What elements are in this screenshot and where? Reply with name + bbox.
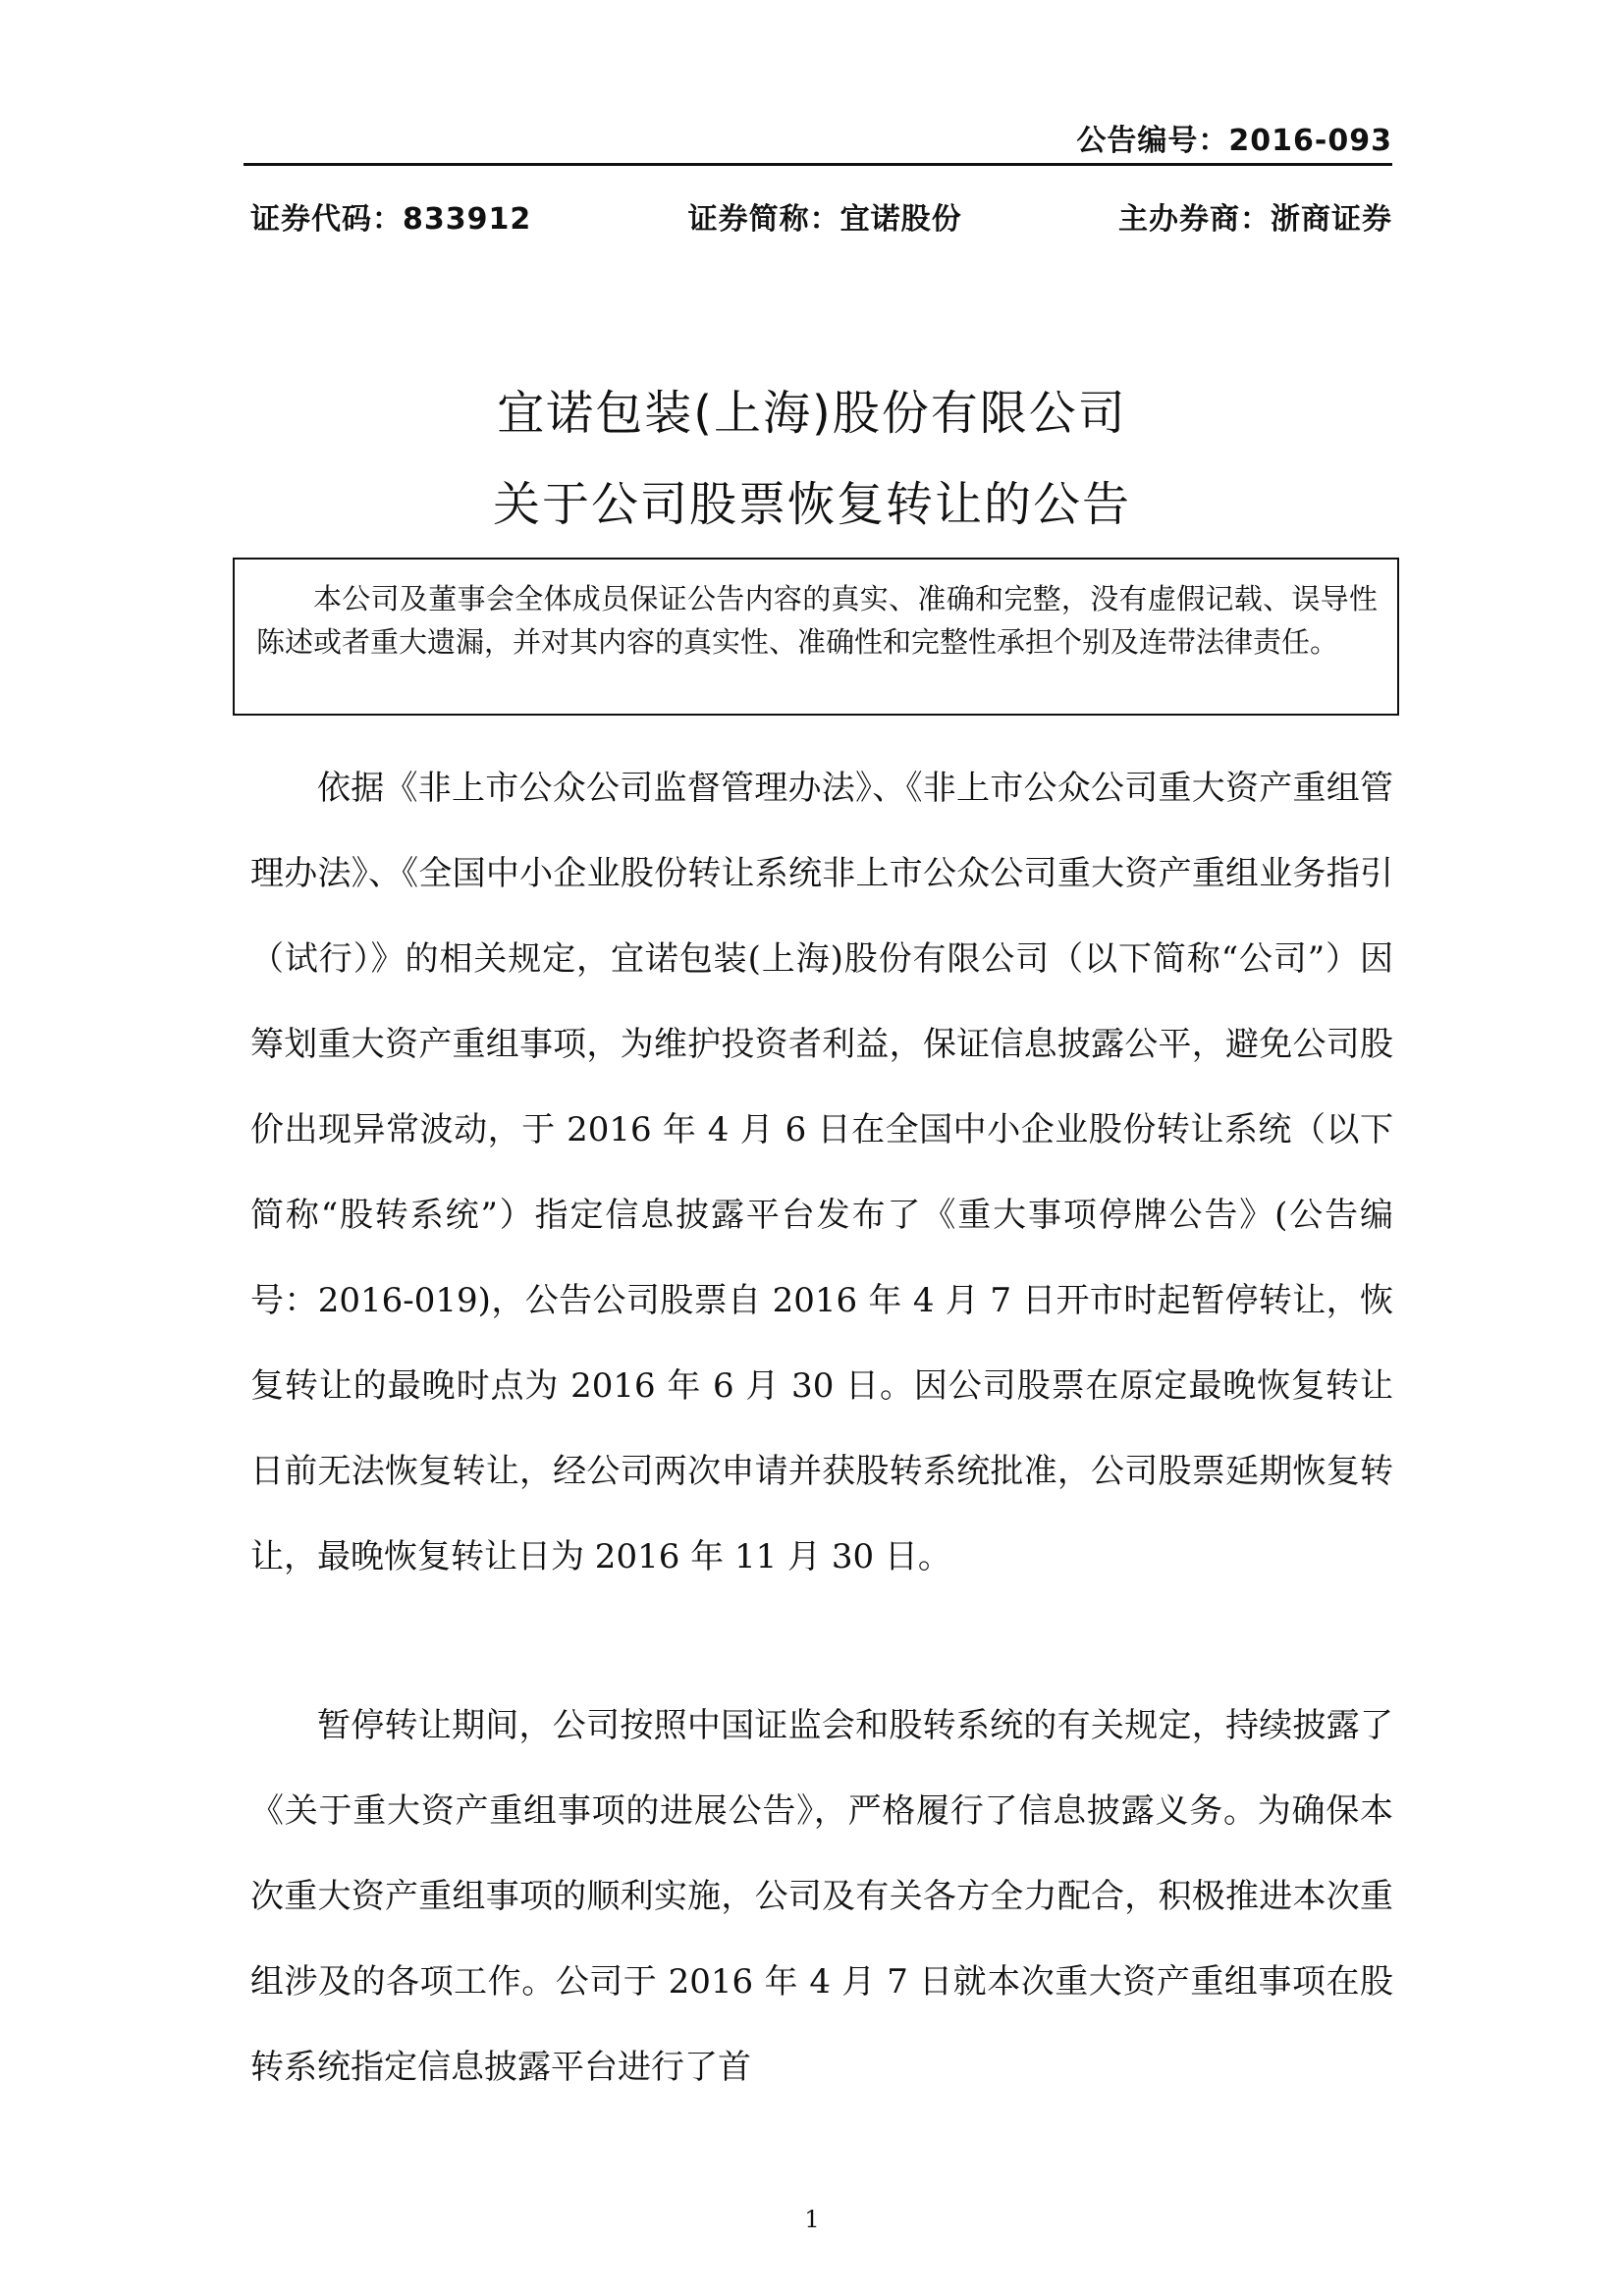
- page-number: 1: [804, 2206, 820, 2233]
- body-paragraph-2-container: [250, 1683, 1393, 2110]
- document-title-line-2: 关于公司股票恢复转让的公告: [492, 477, 1131, 532]
- body-paragraph-2: 暂停转让期间，公司按照中国证监会和股转系统的有关规定，持续披露了《关于重大资产重组事项的进展公告》，严格履行了信息披露义务。为确保本次重大资产重组事项的顺利实施，公司及有关各方全力配合，积极推进本次重组涉及的各项工作。公司于 2016 年 4 月 7 日就本次重大资产重组事项在股转系统指定信息披露平台进行了首: [250, 1706, 1393, 2087]
- disclaimer-box: [233, 558, 1399, 716]
- sponsor-broker: 主办券商：浙商证券: [1118, 202, 1392, 237]
- disclaimer-text: 本公司及董事会全体成员保证公告内容的真实、准确和完整，没有虚假记载、误导性陈述或者重大遗漏，并对其内容的真实性、准确性和完整性承担个别及连带法律责任。: [256, 582, 1378, 659]
- security-info-row: [250, 194, 1392, 238]
- body-paragraph-1: 依据《非上市公众公司监督管理办法》、《非上市公众公司重大资产重组管理办法》、《全国中小企业股份转让系统非上市公众公司重大资产重组业务指引（试行）》的相关规定，宜诺包装(上海)股份有限公司（以下简称“公司”）因筹划重大资产重组事项，为维护投资者利益，保证信息披露公平，避免公司股价出现异常波动，于 2016 年 4 月 6 日在全国中小企业股份转让系统（以下简称“股转系统”）指定信息披露平台发布了《重大事项停牌公告》(公告编号：2016-019)，公告公司股票自 2016 年 4 月 7 日开市时起暂停转让，恢复转让的最晚时点为 2016 年 6 月 30 日。因公司股票在原定最晚恢复转让日前无法恢复转让，经公司两次申请并获股转系统批准，公司股票延期恢复转让，最晚恢复转让日为 2016 年 11 月 30 日。: [250, 769, 1393, 1576]
- security-abbreviation: 证券简称：宜诺股份: [687, 202, 962, 237]
- security-code: 证券代码：833912: [250, 202, 532, 237]
- document-title-line-1: 宜诺包装(上海)股份有限公司: [497, 386, 1127, 441]
- body-paragraph-1-container: [250, 746, 1393, 1600]
- header-divider: [244, 163, 1392, 166]
- announcement-number: 公告编号：2016-093: [1076, 124, 1392, 158]
